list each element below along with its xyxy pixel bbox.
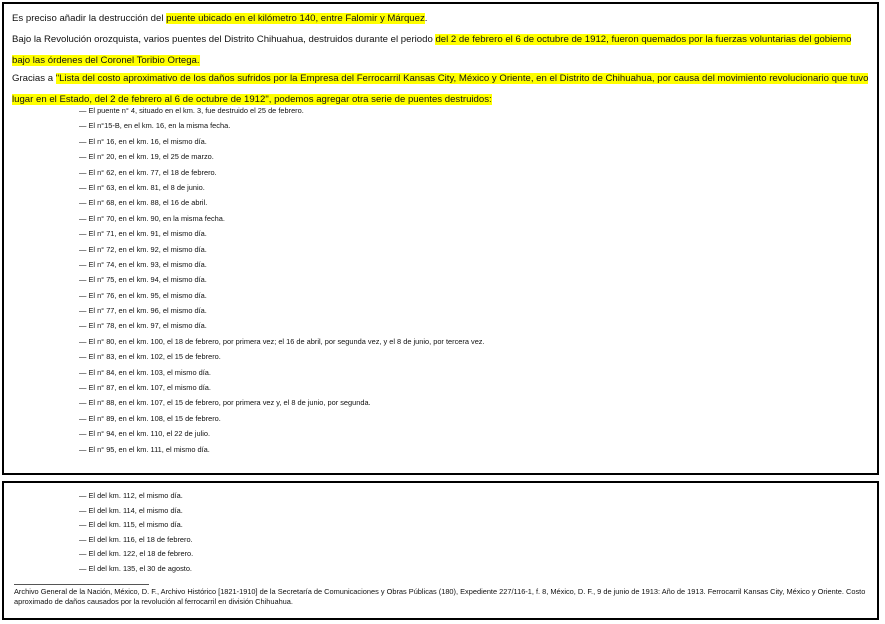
list-item: — El n° 78, en el km. 97, el mismo día.	[79, 321, 207, 331]
paragraph-1-text: Es preciso añadir la destrucción del	[12, 13, 167, 24]
list-item: — El del km. 122, el 18 de febrero.	[79, 549, 194, 559]
list-item: — El n° 63, en el km. 81, el 8 de junio.	[79, 182, 205, 192]
list-item: — El n° 74, en el km. 93, el mismo día.	[79, 259, 207, 269]
paragraph-1-end: .	[424, 13, 428, 24]
list-item: — El n° 87, en el km. 107, el mismo día.	[79, 383, 211, 393]
list-item: — El n° 77, en el km. 96, el mismo día.	[79, 306, 207, 316]
list-item: — El del km. 112, el mismo día.	[79, 491, 183, 500]
paragraph-3-highlight: "Lista del costo aproximativo de los daños sufridos por la Empresa del Ferrocarril Kansas City, México y Oriente, en el Distrito de Chihuahua, por causa del movimiento revolucionario que tuvo lugar en el Estado, del 2 de febrero al 6 de octubre de 1912", podemos agregar otra serie de puentes destruidos:	[12, 73, 869, 105]
bridge-list-2	[79, 489, 193, 577]
list-item: — El n° 88, en el km. 107, el 15 de febrero, por primera vez y, el 8 de junio, por segunda.	[79, 398, 371, 408]
list-item: — El n° 20, en el km. 19, el 25 de marzo.	[79, 152, 214, 162]
paragraph-1	[12, 8, 871, 29]
list-item: — El del km. 114, el mismo día.	[79, 505, 183, 515]
list-item: — El n° 76, en el km. 95, el mismo día.	[79, 290, 207, 300]
list-item: — El del km. 115, el mismo día.	[79, 520, 183, 530]
list-item: — El n° 75, en el km. 94, el mismo día.	[79, 275, 207, 285]
list-item: — El del km. 116, el 18 de febrero.	[79, 534, 193, 544]
list-item: — El n° 94, en el km. 110, el 22 de julio.	[79, 429, 210, 439]
footnote: Archivo General de la Nación, México, D. F., Archivo Histórico [1821-1910] de la Secretaría de Comunicaciones y Obras Públicas (180), Expediente 227/116-1, f. 8, México, D. F., 9 de junio de 1913: Año de 1913. Ferrocarril Kansas City, México y Oriente. Costo aproximado de daños causados por la revolución al ferrocarril en división Chihuahua.	[14, 587, 866, 606]
upper-text-panel	[2, 2, 879, 475]
list-item: — El n° 84, en el km. 103, el mismo día.	[79, 367, 211, 377]
list-item: — El n°15-B, en el km. 16, en la misma fecha.	[79, 121, 231, 131]
list-item: — El puente n° 4, situado en el km. 3, fue destruido el 25 de febrero.	[79, 106, 304, 115]
lower-text-panel	[2, 481, 879, 620]
list-item: — El n° 80, en el km. 100, el 18 de febrero, por primera vez; el 16 de abril, por segunda vez, y el 8 de junio, por tercera vez.	[79, 336, 485, 346]
list-item: — El n° 16, en el km. 16, el mismo día.	[79, 136, 207, 146]
list-item: — El n° 70, en el km. 90, en la misma fecha.	[79, 213, 225, 223]
paragraph-2	[12, 29, 871, 71]
paragraph-3-text: Gracias a	[12, 73, 56, 84]
list-item: — El n° 72, en el km. 92, el mismo día.	[79, 244, 207, 254]
list-item: — El del km. 135, el 30 de agosto.	[79, 563, 192, 573]
list-item: — El n° 71, en el km. 91, el mismo día.	[79, 229, 207, 239]
footnote-rule	[14, 584, 149, 585]
list-item: — El n° 83, en el km. 102, el 15 de febrero.	[79, 352, 221, 362]
list-item: — El n° 68, en el km. 88, el 16 de abril.	[79, 198, 208, 208]
list-item: — El n° 62, en el km. 77, el 18 de febrero.	[79, 167, 217, 177]
paragraph-2-highlight: del 2 de febrero el 6 de octubre de 1912, fueron quemados por la fuerzas voluntarias del gobierno bajo las órdenes del Coronel Toribio Ortega.	[12, 34, 852, 66]
list-item: — El n° 89, en el km. 108, el 15 de febrero.	[79, 413, 221, 423]
paragraph-1-highlight: puente ubicado en el kilómetro 140, entre Falomir y Márquez	[166, 13, 425, 24]
paragraph-2-text: Bajo la Revolución orozquista, varios puentes del Distrito Chihuahua, destruidos durante el periodo	[12, 34, 436, 45]
list-item: — El n° 95, en el km. 111, el mismo día.	[79, 444, 210, 454]
bridge-list-1	[79, 103, 485, 457]
